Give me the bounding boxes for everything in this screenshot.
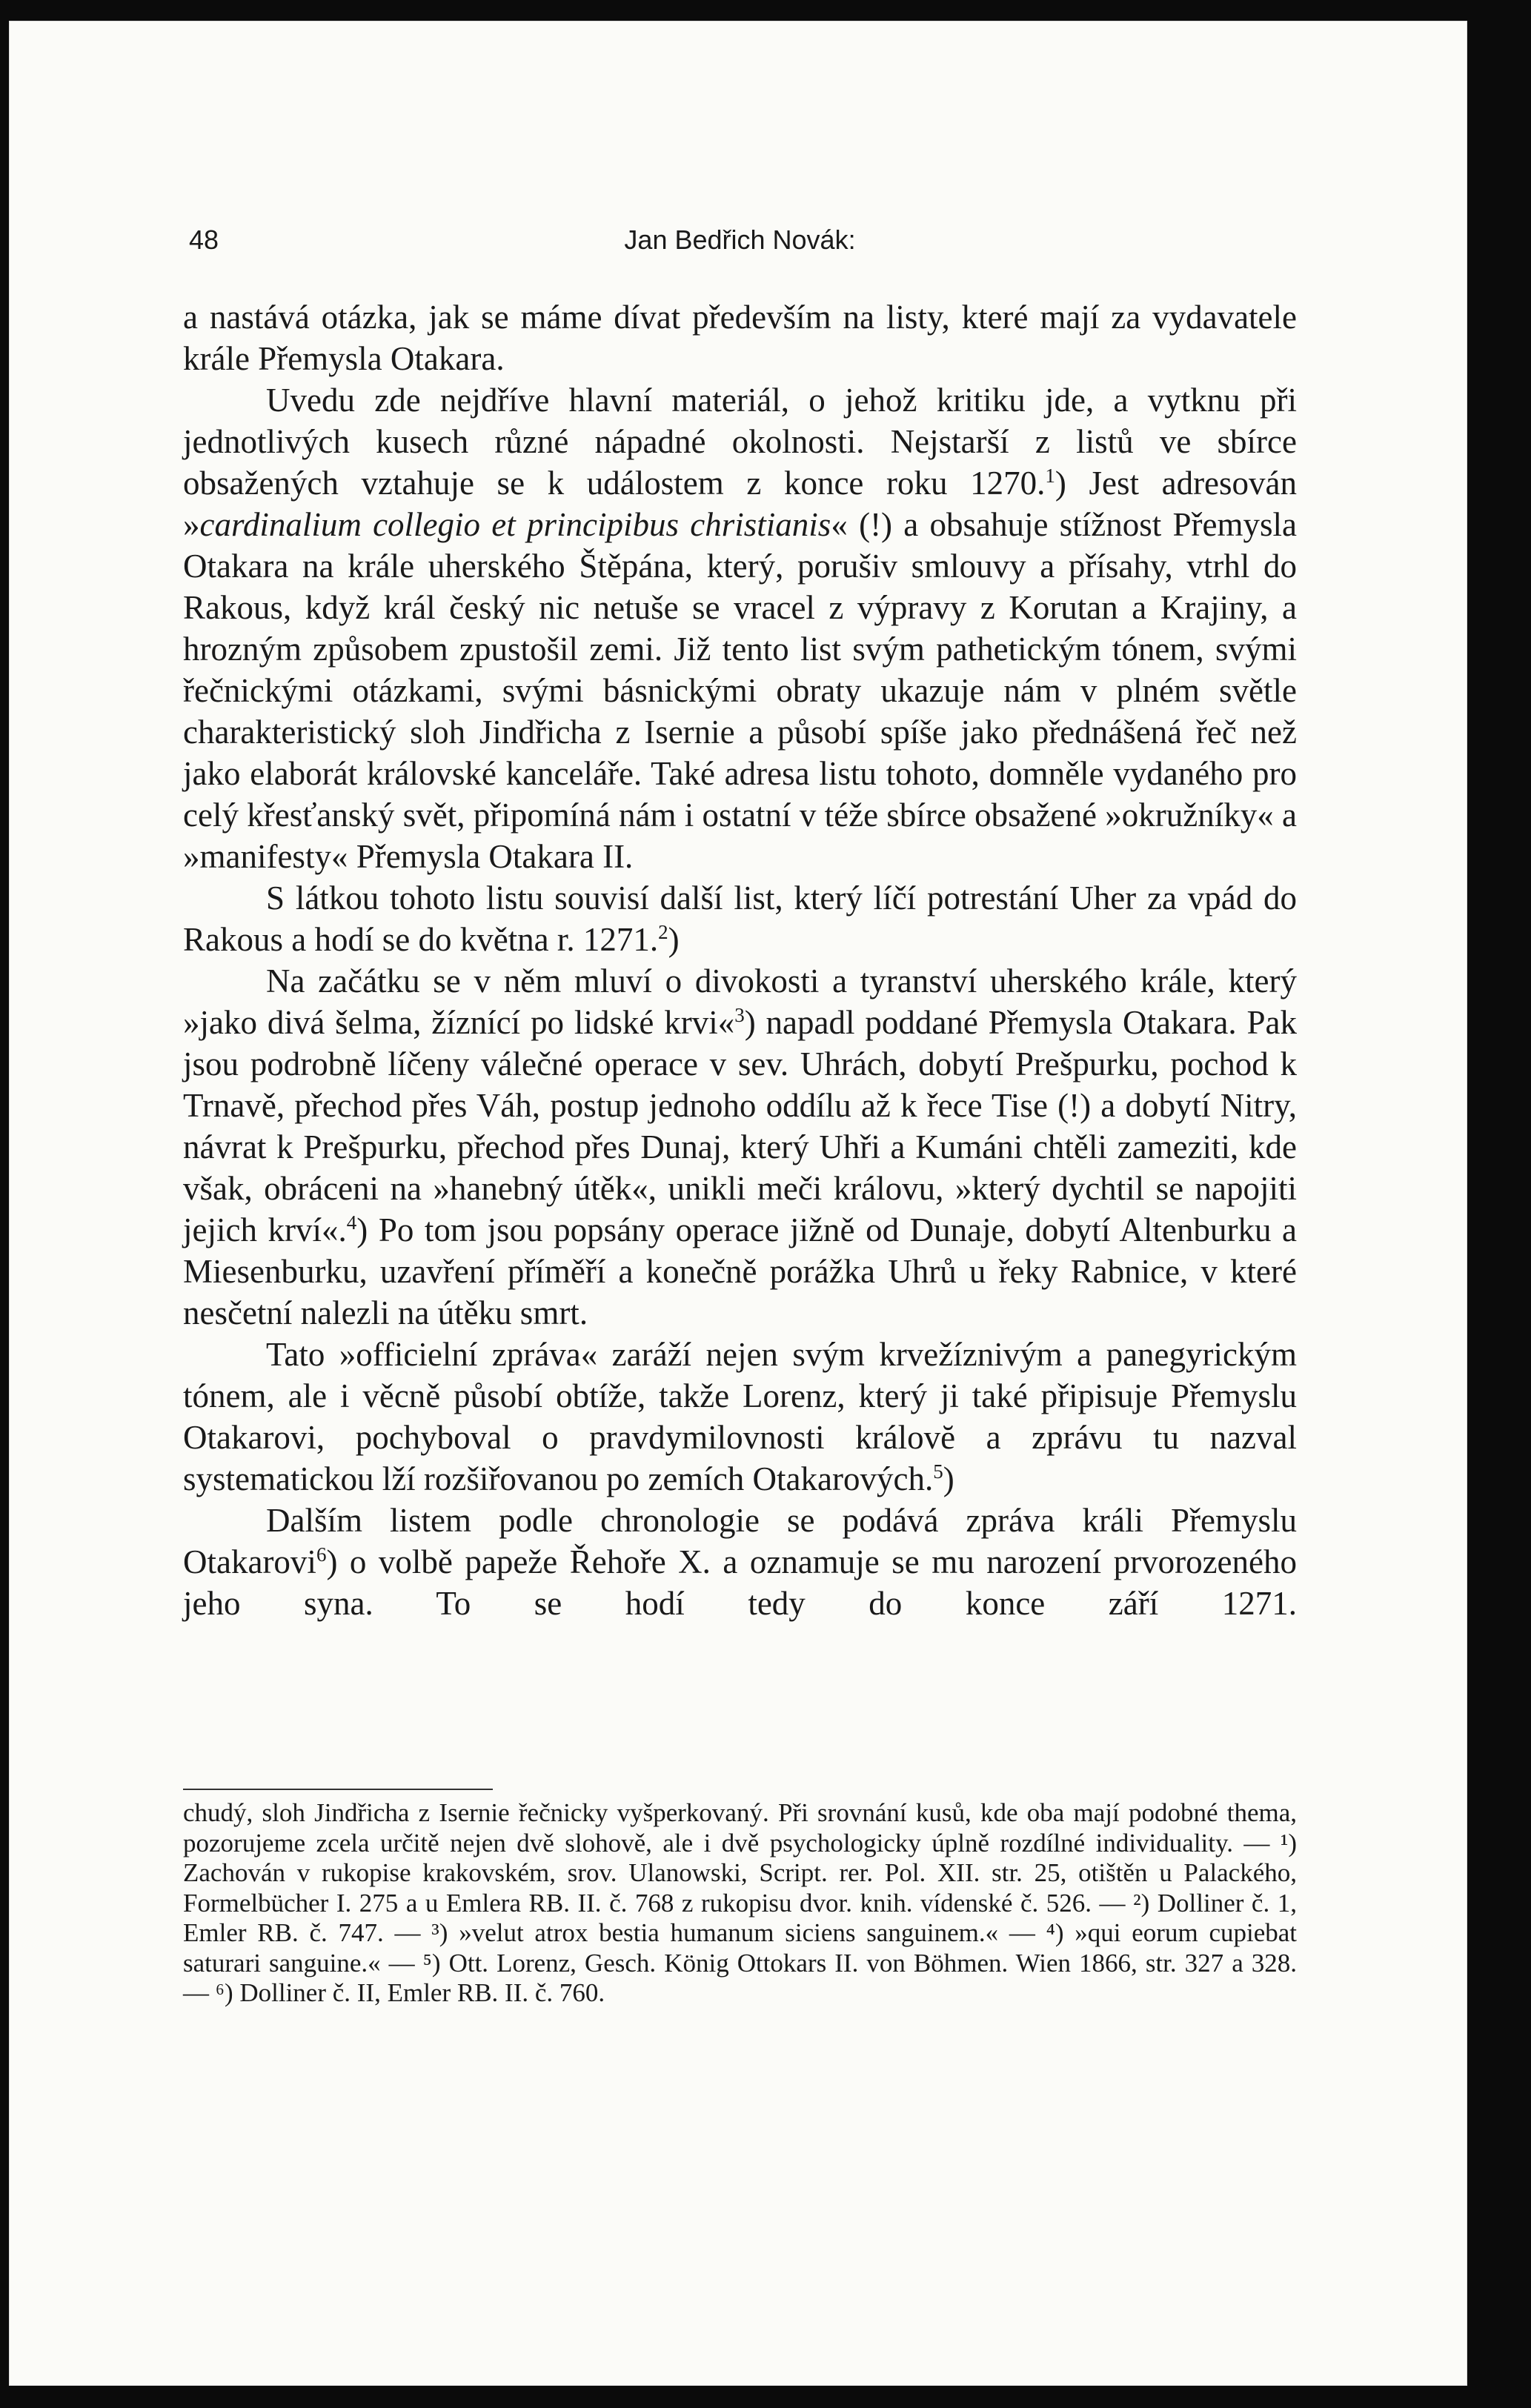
paragraph-5: Tato »officielní zpráva« zaráží nejen svým krvežíznivým a panegyrickým tónem, ale i věcně působí obtíže, takže Lorenz, který ji také připisuje Přemyslu Otakarovi, pochyboval o pravdymilovnosti královĕ a zprávu tu nazval systematickou lží rozšiřovanou po zemích Otakarových.$^5$) (183, 1336, 1297, 1497)
running-header (183, 224, 1297, 262)
running-title: Jan Bedřich Novák: (624, 224, 856, 255)
paragraph-3: S látkou tohoto listu souvisí další list, který líčí potrestání Uher za vpád do Rakous a hodí se do května r. 1271.$^2$) (183, 879, 1297, 958)
paragraph-4: Na začátku se v něm mluví o divokosti a tyranství uherského krále, který »jako divá šelma, žíznící po lidské krvi«$^3$) napadl poddané Přemysla Otakara. Pak jsou podrobně líčeny válečné operace v sev. Uhrách, dobytí Prešpurku, pochod k Trnavě, přechod přes Váh, postup jednoho oddílu až k řece Tise (!) a dobytí Nitry, návrat k Prešpurku, přechod přes Dunaj, který Uhři a Kumáni chtěli zameziti, kde však, obráceni na »hanebný útěk«, unikli meči královu, »který dychtil se napojiti jejich krví«.$^4$) Po tom jsou popsány operace jižně od Dunaje, dobytí Altenburku a Miesenburku, uzavření příměří a konečně porážka Uhrů u řeky Rabnice, v které nesčetní nalezli na útěku smrt. (183, 962, 1297, 1331)
main-text (183, 296, 1297, 1624)
footnote-ref-3: 3 (734, 1004, 745, 1026)
footnotes (183, 1798, 1297, 2009)
paragraph-1: a nastává otázka, jak se máme dívat především na listy, které mají za vydavatele krále Přemysla Otakara. (183, 299, 1297, 377)
latin-address: cardinalium collegio et principibus christianis (199, 506, 831, 543)
footnote-ref-4: 4 (346, 1211, 357, 1234)
footnote-text: chudý, sloh Jindřicha z Isernie řečnicky vyšperkovaný. Při srovnání kusů, kde oba mají podobné thema, pozorujeme zcela určitě nejen dvě slohově, ale i dvě psychologicky úplně rozdílné individuality. — ¹) Zachován v rukopise krakovském, srov. Ulanowski, Script. rer. Pol. XII. str. 25, otištěn u Palackého, Formelbücher I. 275 a u Emlera RB. II. č. 768 z rukopisu dvor. knih. vídenské č. 526. — ²) Dolliner č. 1, Emler RB. č. 747. — ³) »velut atrox bestia humanum siciens sanguinem.« — ⁴) »qui eorum cupiebat saturari sanguine.« — ⁵) Ott. Lorenz, Gesch. König Ottokars II. von Böhmen. Wien 1866, str. 327 a 328. — ⁶) Dolliner č. II, Emler RB. II. č. 760. (183, 1798, 1297, 2007)
footnote-ref-5: 5 (933, 1460, 943, 1483)
footnote-ref-6: 6 (316, 1543, 327, 1566)
footnote-ref-1: 1 (1045, 465, 1055, 487)
footnote-divider (183, 1789, 493, 1790)
footnote-ref-2: 2 (658, 921, 668, 943)
paragraph-2: Uvedu zde nejdříve hlavní materiál, o jehož kritiku jde, a vytknu při jednotlivých kusech různé nápadné okolnosti. Nejstarší z listů ve sbírce obsažených vztahuje se k událostem z konce roku 1270.$^1$) Jest adresován »cardinalium collegio et principibus christianis« (!) a obsahuje stížnost Přemysla Otakara na krále uherského Štěpána, který, porušiv smlouvy a přísahy, vtrhl do Rakous, když král český nic netuše se vracel z výpravy z Korutan a Krajiny, a hrozným způsobem zpustošil zemi. Již tento list svým pathetickým tónem, svými řečnickými otázkami, svými básnickými obraty ukazuje nám v plném světle charakteristický sloh Jindřicha z Isernie a působí spíše jako přednášená řeč než jako elaborát královské kanceláře. Také adresa listu tohoto, domněle vydaného pro celý křesťanský svět, připomíná nám i ostatní v téže sbírce obsažené »okružníky« a »manifesty« Přemysla Otakara II. (183, 382, 1298, 875)
paragraph-6: Dalším listem podle chronologie se podává zpráva králi Přemyslu Otakarovi$^6$) o volbě papeže Řehoře X. a oznamuje se mu narození prvorozeného jeho syna. To se hodí tedy do konce září 1271. (183, 1502, 1297, 1622)
page-number: 48 (189, 224, 219, 255)
